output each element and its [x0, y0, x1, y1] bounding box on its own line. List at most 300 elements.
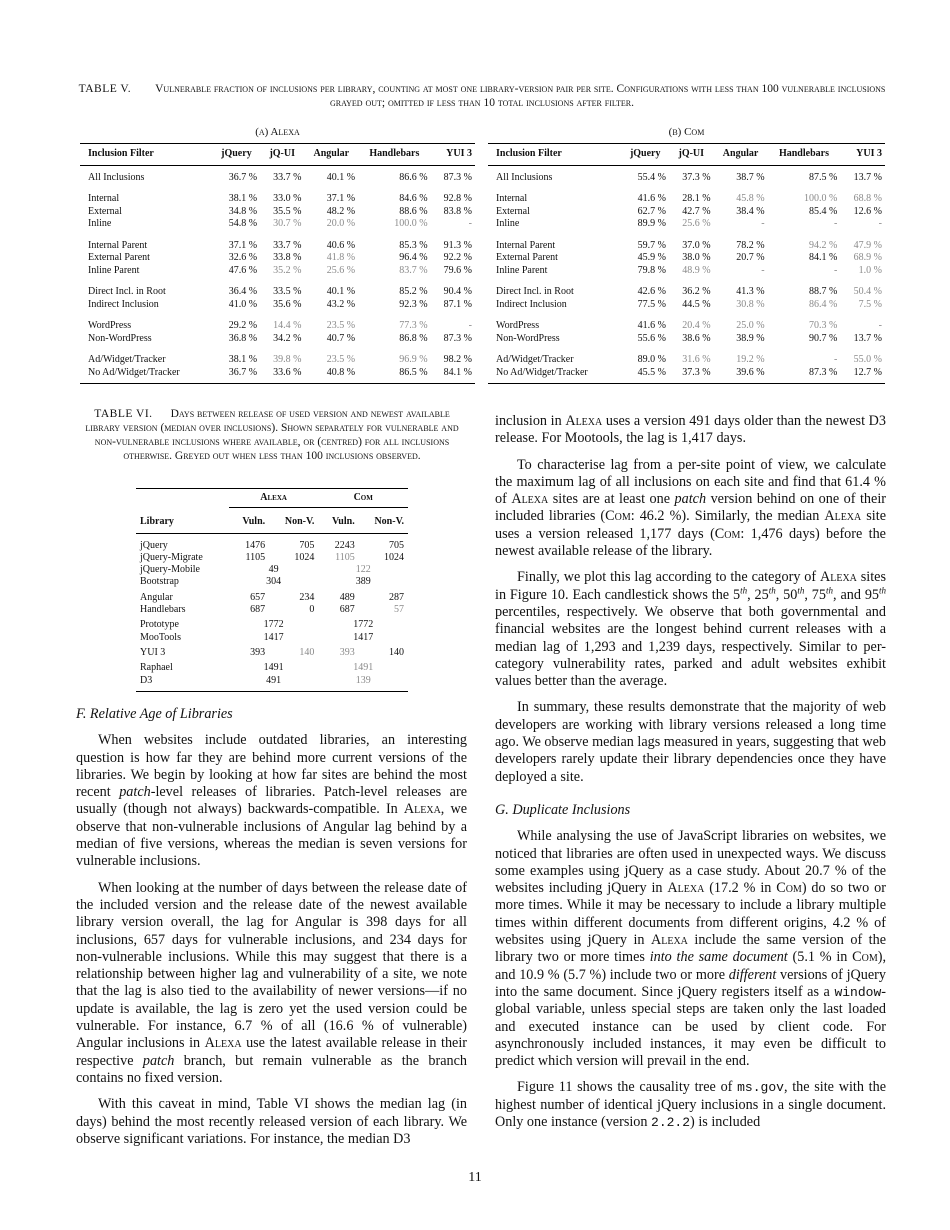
table-cell: - — [834, 264, 838, 276]
table-cell: 20.0 % — [326, 218, 356, 229]
row-label: Internal — [496, 193, 528, 204]
row-label: Indirect Inclusion — [496, 298, 567, 310]
row-label: Raphael — [140, 662, 173, 674]
column-header: Handlebars — [768, 144, 841, 166]
table-cell: 79.6 % — [443, 264, 472, 276]
inline-text: Com — [776, 880, 802, 897]
paragraph: inclusion in Alexa uses a version 491 days older than the newest D3 release. For Mootools, the lag is 1,417 days. — [495, 413, 886, 447]
table-row — [488, 231, 885, 253]
inline-text: Alexa — [403, 801, 441, 818]
table-cell: 78.2 % — [736, 239, 765, 251]
column-header: jQ-UI — [260, 144, 304, 166]
table-cell: 1491 — [263, 662, 284, 674]
table-cell: - — [761, 218, 765, 229]
row-label: Internal Parent — [88, 239, 148, 251]
table-cell: 84.6 % — [399, 193, 428, 204]
table-cell: 1417 — [353, 631, 374, 643]
table5-com — [488, 143, 885, 384]
row-label: Angular — [140, 591, 173, 603]
table-cell: 90.7 % — [809, 332, 838, 344]
table-cell: 41.3 % — [736, 286, 765, 297]
inline-text: Alexa — [651, 932, 688, 949]
table-cell: 1024 — [384, 551, 404, 563]
table-cell: 33.7 % — [273, 171, 302, 183]
table5-caption-text: Vulnerable fraction of inclusions per library, counting at most one library-version pair per site. Configurations with less than 100 vulnerable inclusions grayed out; omitted if less than 10 total inclusions after filter. — [155, 83, 886, 109]
table-cell: 48.9 % — [682, 264, 711, 276]
table-cell: 48.2 % — [326, 205, 356, 217]
table-cell: 57 — [394, 604, 404, 616]
table-cell: 33.5 % — [273, 286, 302, 297]
table-cell: 45.9 % — [637, 252, 666, 263]
table-row — [136, 616, 408, 631]
table-cell: 39.8 % — [273, 354, 302, 365]
inline-text: Com — [852, 949, 878, 966]
inline-text: into the same document — [649, 949, 788, 966]
column-header: Angular — [714, 144, 768, 166]
table-cell: 687 — [339, 604, 355, 616]
table-cell: 287 — [389, 591, 404, 603]
table6-caption — [76, 407, 468, 463]
column-header: jQuery — [213, 144, 260, 166]
table-cell: 489 — [339, 591, 355, 603]
table-row — [136, 604, 408, 616]
table-cell: 86.8 % — [399, 332, 428, 344]
table-cell: 44.5 % — [682, 298, 711, 310]
table6-group-com: Com — [318, 489, 408, 508]
table-row — [80, 333, 475, 346]
column-header: jQ-UI — [669, 144, 714, 166]
table-cell: - — [834, 354, 838, 365]
table-row — [80, 218, 475, 231]
table-row — [136, 675, 408, 692]
row-label: Ad/Widget/Tracker — [496, 354, 574, 365]
row-label: Handlebars — [140, 604, 186, 616]
table-cell: - — [761, 264, 765, 276]
table-row — [136, 632, 408, 644]
table-cell: 1491 — [353, 662, 374, 674]
table-cell: 32.6 % — [228, 252, 258, 263]
inline-text: Alexa — [204, 1035, 242, 1052]
table-cell: 33.6 % — [260, 367, 304, 384]
table-cell: 84.1 % — [431, 367, 475, 384]
table-cell: 7.5 % — [858, 298, 882, 310]
table6-label: TABLE VI. — [94, 408, 153, 420]
row-label: jQuery-Migrate — [140, 551, 203, 563]
table-cell: 38.4 % — [736, 205, 765, 217]
row-label: Internal — [88, 193, 120, 204]
table-cell: 1772 — [263, 619, 284, 631]
table-cell: 77.5 % — [637, 298, 666, 310]
table-row — [80, 277, 475, 299]
table-cell: 33.0 % — [273, 193, 302, 204]
right-column — [495, 413, 886, 1140]
inline-text: patch — [674, 491, 707, 508]
table-row — [80, 345, 475, 367]
column-header: YUI 3 — [431, 144, 475, 166]
table-cell: 86.4 % — [809, 298, 838, 310]
table-cell: 40.1 % — [326, 171, 356, 183]
table-cell: 25.6 % — [326, 264, 356, 276]
table-cell: - — [468, 218, 472, 229]
inline-text: th — [740, 584, 748, 595]
inline-text: Alexa — [667, 880, 705, 897]
table-cell: 20.4 % — [682, 320, 711, 331]
table-cell: 55.6 % — [637, 332, 666, 344]
row-label: No Ad/Widget/Tracker — [488, 367, 621, 384]
table-cell: 88.7 % — [809, 286, 838, 297]
column-header: jQuery — [621, 144, 668, 166]
table-cell: 70.3 % — [809, 320, 838, 331]
table-cell: 84.1 % — [809, 252, 838, 263]
table-cell: 34.2 % — [273, 332, 302, 344]
inline-text: 2.2.2 — [651, 1114, 691, 1130]
table-cell: 36.2 % — [682, 286, 711, 297]
table-row — [488, 165, 885, 184]
table-cell: 12.7 % — [840, 367, 885, 384]
table-cell: 100.0 % — [394, 218, 428, 229]
table-cell: 88.6 % — [399, 205, 428, 217]
row-label: No Ad/Widget/Tracker — [80, 367, 213, 384]
inline-text: patch — [142, 1052, 175, 1069]
table-header-row — [488, 144, 885, 166]
table-cell: 20.7 % — [736, 252, 765, 263]
paragraph: While analysing the use of JavaScript libraries on websites, we noticed that libraries are often used in unexpected ways. We discuss some examples using jQuery as a case study. About 20.7 % of the websites including jQuery in Alexa (17.2 % in Com) do so two or more times. While it may be necessary to include a library multiple times within different documents from different origins, 4.2 % of websites using jQuery in Alexa include the same version of the library two or more times into the same document (5.1 % in Com), and 10.9 % (5.7 %) include two or more different versions of jQuery into the same document. Since jQuery registers itself as a window-global variable, unless special steps are taken only the last loaded and executed instance can be used by client code. For asynchronously included instances, it may even be difficult to predict which version will prevail in the end. — [495, 828, 887, 1070]
table5b-subcaption-text: (b) Com — [668, 126, 705, 138]
table-cell: 14.4 % — [273, 320, 302, 331]
table-cell: 35.2 % — [273, 264, 302, 276]
table5b-subcaption — [488, 126, 885, 138]
row-label: External Parent — [496, 252, 558, 263]
table-cell: - — [468, 320, 472, 331]
table-cell: 35.5 % — [273, 205, 302, 217]
table6-group-row — [136, 489, 408, 508]
page-number: 11 — [468, 1170, 482, 1185]
table-cell: 47.6 % — [228, 264, 258, 276]
table-cell: 87.3 % — [768, 367, 841, 384]
table-cell: 98.2 % — [443, 354, 472, 365]
row-label: YUI 3 — [140, 646, 166, 658]
row-label: Inline — [496, 218, 520, 229]
table-cell: 45.5 % — [621, 367, 668, 384]
table-cell: 1417 — [263, 631, 284, 643]
table-cell: - — [878, 320, 882, 331]
table5a-subcaption-text: (a) Alexa — [255, 126, 300, 138]
table-cell: 1024 — [294, 551, 315, 563]
table-row — [80, 252, 475, 265]
table-cell: 29.2 % — [228, 320, 258, 331]
table5-label: TABLE V. — [78, 83, 132, 95]
table-cell: 393 — [339, 646, 355, 658]
row-label: WordPress — [88, 320, 132, 331]
inline-text: th — [797, 584, 805, 595]
table-cell: 35.6 % — [273, 298, 302, 310]
row-label: Internal Parent — [496, 239, 556, 251]
table-cell: 13.7 % — [853, 171, 882, 183]
row-label: Inline — [88, 218, 112, 229]
inline-text: th — [768, 584, 776, 595]
table-row — [488, 333, 885, 346]
table-cell: 59.7 % — [637, 239, 666, 251]
table-cell: 19.2 % — [736, 354, 765, 365]
table-cell: 140 — [299, 646, 315, 658]
table-cell: 37.1 % — [228, 239, 258, 251]
table-cell: 393 — [250, 646, 266, 658]
table-cell: 85.3 % — [399, 239, 428, 251]
table-cell: 41.6 % — [637, 193, 666, 204]
table-cell: 38.1 % — [228, 354, 258, 365]
column-header: Angular — [304, 144, 358, 166]
table-cell: 87.5 % — [809, 171, 838, 183]
table-cell: 41.0 % — [228, 298, 258, 310]
row-label: Indirect Inclusion — [88, 298, 159, 310]
table-cell: 68.8 % — [853, 193, 882, 204]
table-cell: 45.8 % — [736, 193, 765, 204]
inline-text: different — [728, 966, 777, 983]
table-cell: 25.0 % — [736, 320, 765, 331]
table-cell: 91.3 % — [443, 239, 472, 251]
table-cell: 122 — [355, 564, 371, 576]
table-cell: 83.8 % — [443, 205, 472, 217]
table-cell: 55.4 % — [637, 171, 666, 183]
table-row — [80, 206, 475, 219]
table-cell: 304 — [266, 576, 282, 588]
table-cell: 54.8 % — [228, 218, 258, 229]
paragraph: In summary, these results demonstrate that the majority of web developers are working with library versions released a long time ago. We observe median lags measured in years, suggesting that web developers rarely update their library dependencies once they have deployed a site. — [495, 699, 887, 785]
table-cell: 92.2 % — [443, 252, 472, 263]
table-cell: 49 — [268, 564, 279, 576]
table6-col-com-vuln: Vuln. — [318, 508, 358, 533]
table-row — [488, 184, 885, 206]
table-cell: 39.6 % — [714, 367, 768, 384]
table-cell: 40.1 % — [326, 286, 356, 297]
table-cell: 33.7 % — [273, 239, 302, 251]
inline-text: th — [826, 584, 834, 595]
table-cell: 90.4 % — [443, 286, 472, 297]
table-row — [488, 277, 885, 299]
table-cell: - — [834, 218, 838, 229]
table-cell: 42.6 % — [637, 286, 666, 297]
table-cell: 87.3 % — [443, 171, 472, 183]
table-cell: 36.7 % — [228, 171, 258, 183]
table-cell: 77.3 % — [399, 320, 428, 331]
table-row — [80, 231, 475, 253]
table-cell: 89.9 % — [637, 218, 666, 229]
table-cell: 1772 — [353, 619, 374, 631]
table-cell: 47.9 % — [853, 239, 882, 251]
table-row — [80, 299, 475, 312]
table-cell: 140 — [389, 646, 404, 658]
table-cell: 705 — [389, 539, 404, 551]
table6-col-alexa-vuln: Vuln. — [229, 508, 269, 533]
row-label: MooTools — [140, 631, 181, 643]
table-cell: 89.0 % — [637, 354, 666, 365]
row-label: Non-WordPress — [88, 332, 152, 344]
table5a-subcaption — [80, 126, 475, 138]
table-cell: 38.1 % — [228, 193, 258, 204]
table-cell: 68.9 % — [853, 252, 882, 263]
table-cell: 657 — [250, 591, 266, 603]
inline-text: Com — [605, 508, 631, 525]
table-cell: 30.7 % — [273, 218, 302, 229]
row-label: Inline Parent — [88, 264, 140, 276]
table-row — [80, 165, 475, 184]
inline-text: Alexa — [565, 413, 603, 429]
table-cell: 1105 — [335, 551, 355, 563]
table-row — [488, 265, 885, 278]
table-cell: 83.7 % — [399, 264, 428, 276]
table-row — [488, 206, 885, 219]
table-cell: 36.8 % — [228, 332, 258, 344]
table-cell: 40.7 % — [326, 332, 356, 344]
table-cell: 36.7 % — [213, 367, 260, 384]
table-cell: 55.0 % — [853, 354, 882, 365]
table-cell: 38.7 % — [736, 171, 765, 183]
row-label: Ad/Widget/Tracker — [88, 354, 166, 365]
table-cell: 85.4 % — [809, 205, 838, 217]
table-row — [488, 311, 885, 333]
section-heading-g: G. Duplicate Inclusions — [495, 801, 631, 818]
table6-col-alexa-nonv: Non-V. — [269, 508, 318, 533]
table-cell: 36.4 % — [228, 286, 258, 297]
table-cell: 687 — [250, 604, 266, 616]
row-label: Direct Incl. in Root — [496, 286, 574, 297]
column-header: Handlebars — [358, 144, 430, 166]
inline-text: patch — [119, 784, 151, 801]
table6-caption-text: Days between release of used version and newest available library version (median over inclusions). Shown separately for vulnerable and non-vulnerable inclusions where available, or (centred) for all inclusions otherwise. Greyed out when less than 100 inclusions observed. — [85, 408, 459, 462]
row-label: WordPress — [496, 320, 540, 331]
left-column — [76, 706, 467, 1157]
table-row — [488, 252, 885, 265]
table6-col-library: Library — [136, 508, 229, 533]
paragraph: To characterise lag from a per-site point of view, we calculate the maximum lag of all inclusions on each site and find that 61.4 % of Alexa sites are at least one patch version behind on one of their included libraries (Com: 46.2 %). Similarly, the median Alexa site uses a version released 1,177 days (Com: 1,476 days) before the newest available release of the library. — [495, 456, 886, 560]
table-cell: 62.7 % — [637, 205, 666, 217]
table-cell: 86.6 % — [399, 171, 428, 183]
table-cell: 34.8 % — [228, 205, 258, 217]
table-row — [488, 299, 885, 312]
table5-alexa — [80, 143, 475, 384]
inline-text: ms.gov — [737, 1080, 784, 1096]
table-cell: 28.1 % — [682, 193, 711, 204]
table-cell: 41.6 % — [637, 320, 666, 331]
table-cell: 92.3 % — [399, 298, 428, 310]
inline-text: Alexa — [819, 569, 857, 586]
table-cell: 86.5 % — [358, 367, 430, 384]
table-cell: 491 — [229, 675, 319, 692]
table-cell: 96.4 % — [399, 252, 428, 263]
table6-group-alexa: Alexa — [229, 489, 319, 508]
table-cell: 30.8 % — [736, 298, 765, 310]
table-cell: 2243 — [334, 539, 355, 551]
paragraph: With this caveat in mind, Table VI shows the median lag (in days) behind the most recently released version of each library. We observe significant variations. For instance, the median D3 — [76, 1096, 467, 1147]
row-label: Non-WordPress — [496, 332, 560, 344]
table-cell: 25.6 % — [682, 218, 711, 229]
table-cell: 94.2 % — [809, 239, 838, 251]
table6-header-row — [136, 508, 408, 533]
row-label: D3 — [136, 675, 229, 692]
table-cell: 92.8 % — [443, 193, 472, 204]
paragraph: When websites include outdated libraries, an interesting question is how far they are behind more current versions of the libraries. We begin by looking at how far sites are behind the most recent patch-level releases of libraries. Patch-level releases are usually (though not always) backwards-compatible. In Alexa, we observe that non-vulnerable inclusions of Angular lag behind by a median of five versions, whereas the median is seven versions for vulnerable inclusions. — [76, 732, 468, 870]
table-cell: 50.4 % — [853, 286, 882, 297]
table-cell: - — [878, 218, 882, 229]
table-cell: 12.6 % — [853, 205, 882, 217]
table-cell: 38.9 % — [736, 332, 765, 344]
row-label: Prototype — [140, 619, 179, 631]
row-label: External — [88, 205, 122, 217]
table-cell: 13.7 % — [853, 332, 882, 344]
table-cell: 41.8 % — [326, 252, 356, 263]
table-row — [488, 218, 885, 231]
table-cell: 37.3 % — [682, 171, 711, 183]
row-label: External — [496, 205, 530, 217]
table-row — [136, 576, 408, 588]
section-heading-f: F. Relative Age of Libraries — [76, 706, 233, 722]
table-cell: 43.2 % — [326, 298, 356, 310]
inline-text: th — [879, 584, 887, 595]
table-cell: 79.8 % — [637, 264, 666, 276]
table-cell: 705 — [299, 539, 315, 551]
table-cell: 37.1 % — [326, 193, 356, 204]
table-row — [136, 659, 408, 674]
table6-col-com-nonv: Non-V. — [359, 508, 408, 533]
row-label: Inline Parent — [496, 264, 548, 276]
column-header: Inclusion Filter — [488, 144, 621, 166]
table-header-row — [80, 144, 475, 166]
row-label: Direct Incl. in Root — [88, 286, 166, 297]
table-row — [488, 345, 885, 367]
table-row — [136, 589, 408, 604]
table-cell: 38.0 % — [682, 252, 711, 263]
table-row — [80, 265, 475, 278]
table-cell: 38.6 % — [682, 332, 711, 344]
table-cell: 87.1 % — [443, 298, 472, 310]
column-header: YUI 3 — [840, 144, 885, 166]
column-header: Inclusion Filter — [80, 144, 213, 166]
row-label: External Parent — [88, 252, 150, 263]
paragraph: Finally, we plot this lag according to the category of Alexa sites in Figure 10. Each candlestick shows the 5th, 25th, 50th, 75th, and 95th percentiles, respectively. We observe that both governmental and financial websites are the longest behind current releases with a median lag of 1,293 and 1,239 days, respectively. Similar to per-category vulnerability rates, parked and adult websites exhibit values better than the average. — [495, 569, 887, 690]
table6 — [136, 488, 408, 692]
table-row — [488, 367, 885, 384]
table5-caption — [76, 82, 888, 110]
table-cell: 234 — [299, 591, 315, 603]
table-cell: 96.9 % — [399, 354, 428, 365]
row-label: jQuery-Mobile — [140, 564, 200, 576]
row-label: All Inclusions — [88, 171, 145, 183]
table-cell: 1.0 % — [858, 264, 882, 276]
row-label: Bootstrap — [140, 576, 179, 588]
table-cell: 0 — [309, 604, 315, 616]
table-cell: 40.8 % — [304, 367, 358, 384]
inline-text: Com — [714, 525, 741, 542]
table-row — [136, 564, 408, 576]
table-cell: 33.8 % — [273, 252, 302, 263]
table-row — [80, 367, 475, 384]
table-cell: 37.0 % — [682, 239, 711, 251]
table-row — [136, 552, 408, 564]
table-cell: 31.6 % — [682, 354, 711, 365]
table-cell: 85.2 % — [399, 286, 428, 297]
table-cell: 1105 — [245, 551, 266, 563]
paragraph: When looking at the number of days between the release date of the included version and the release date of the newest available library version overall, the lag for Angular is 398 days for all inclusions, 657 days for vulnerable inclusions, and 234 days for non-vulnerable inclusions. While this may suggest that there is a relationship between higher lag and vulnerability of a site, we note that the lag is also tied to the availability of newer versions—if no update is available, the lag is zero yet the used version could be vulnerable. For instance, 6.7 % of all (16.6 % of vulnerable) Angular inclusions in Alexa use the latest available release in their respective patch branch, but remain vulnerable as the branch contains no fixed version. — [76, 879, 467, 1086]
table-cell: 389 — [355, 576, 371, 588]
inline-text: Alexa — [824, 508, 862, 525]
table-cell: 1476 — [245, 539, 266, 551]
table-cell: 23.5 % — [326, 354, 356, 365]
table-row — [136, 644, 408, 659]
table-cell: 100.0 % — [804, 193, 838, 204]
row-label: All Inclusions — [496, 171, 553, 183]
paragraph: Figure 11 shows the causality tree of ms.gov, the site with the highest number of identical jQuery inclusions in a single document. Only one instance (version 2.2.2) is included — [495, 1079, 886, 1130]
inline-text: Alexa — [511, 491, 549, 508]
